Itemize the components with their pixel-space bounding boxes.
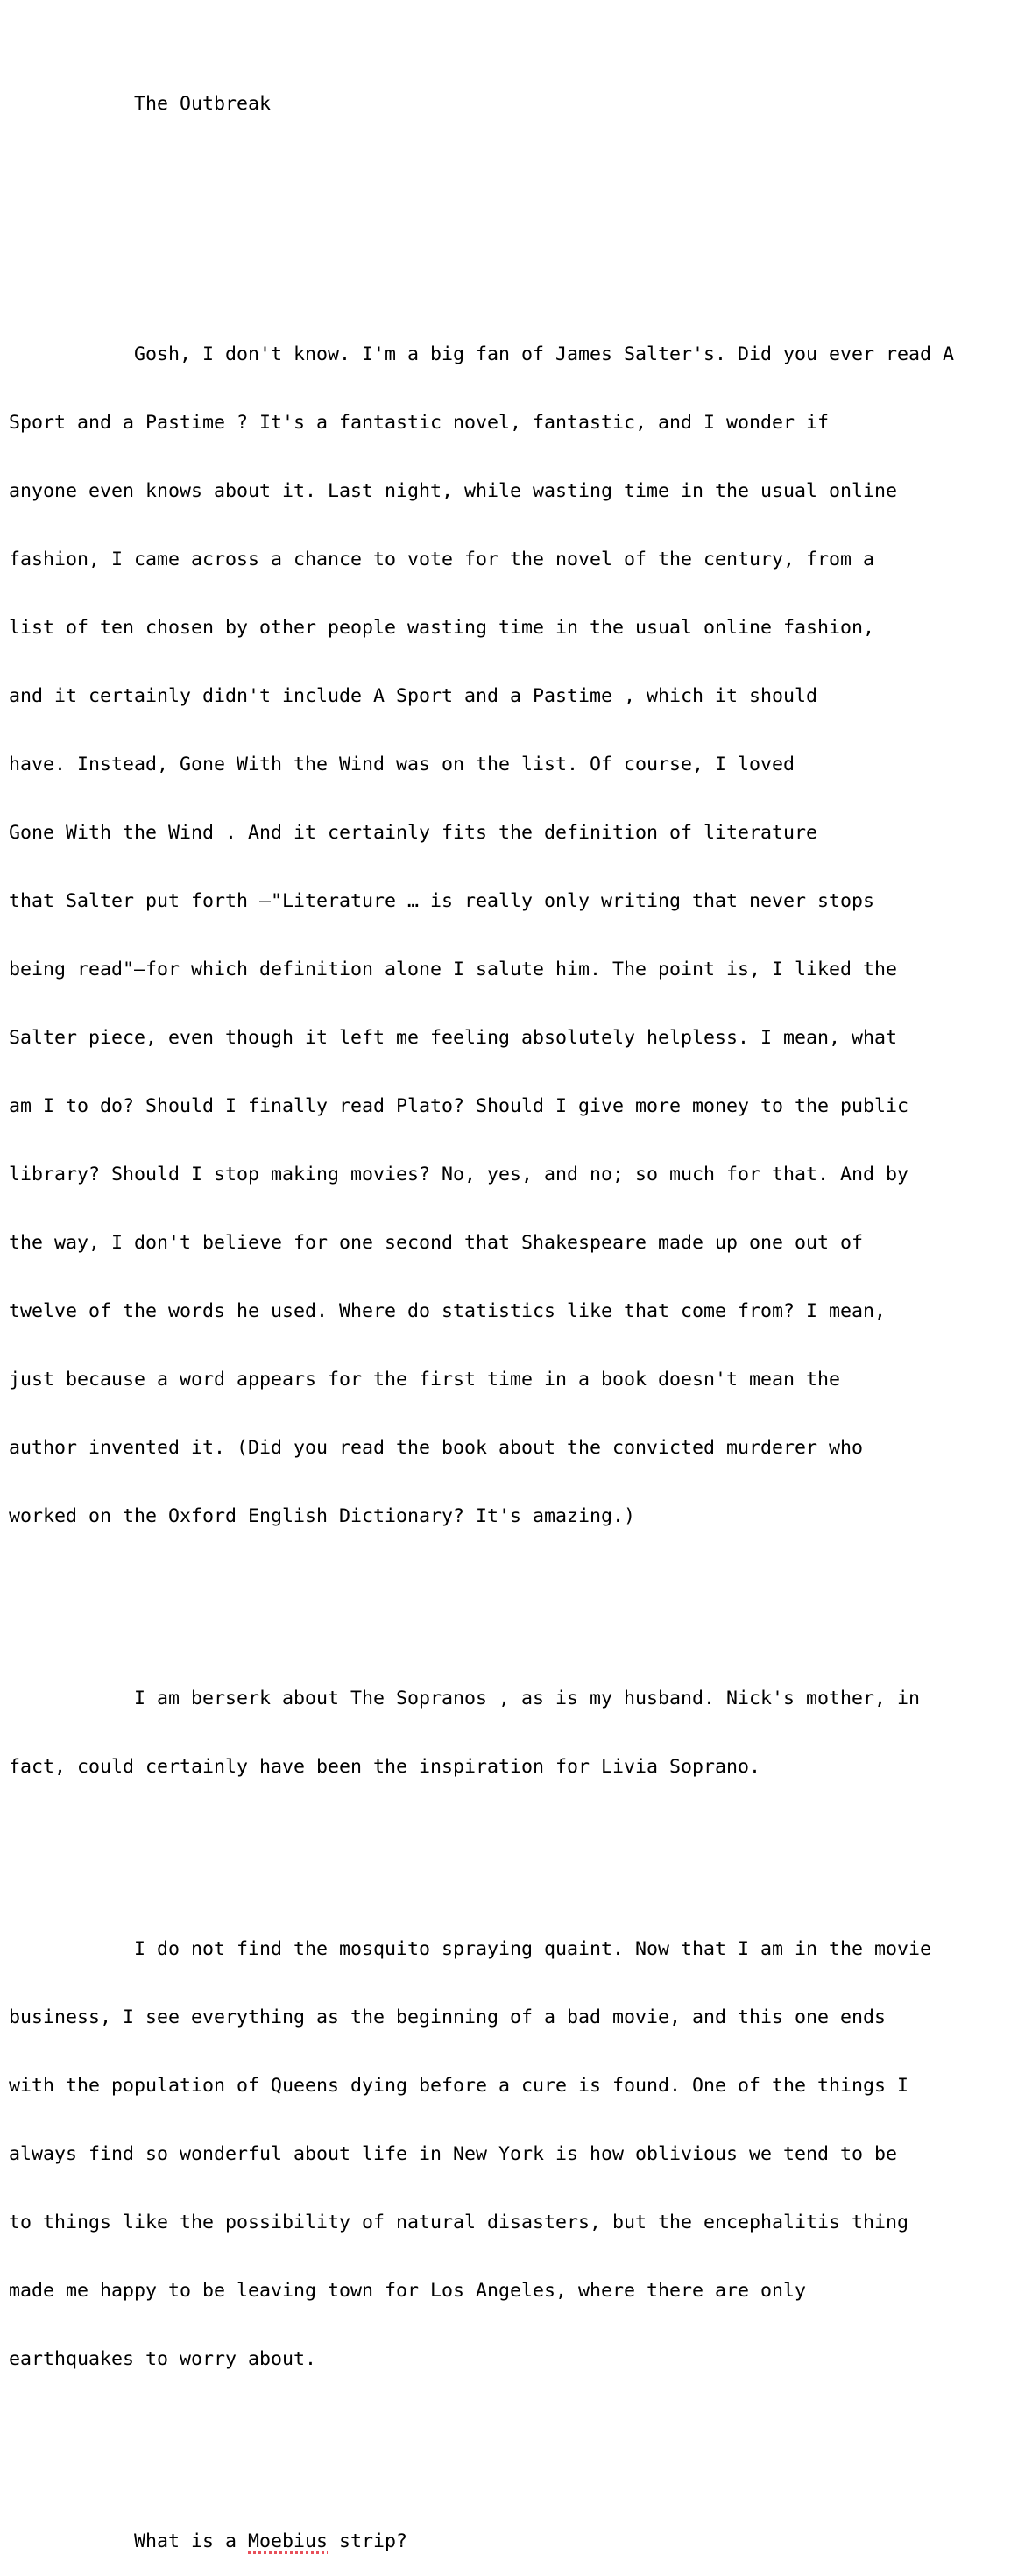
- indent: [9, 1938, 134, 1960]
- text-line: being read"—for which definition alone I salute him. The point is, I liked the: [9, 959, 898, 980]
- text-line: and it certainly didn't include A Sport and a Pastime , which it should: [9, 685, 818, 707]
- indent: [9, 2530, 134, 2552]
- blank-line: [9, 161, 1016, 184]
- text-line: have. Instead, Gone With the Wind was on the list. Of course, I loved: [9, 754, 795, 775]
- indent: [9, 343, 134, 365]
- blank-line: [9, 1824, 1016, 1847]
- blank-line: [9, 230, 1016, 252]
- text-line: business, I see everything as the beginning of a bad movie, and this one ends: [9, 2006, 887, 2028]
- text-line: What is a Moebius strip?: [9, 2530, 1016, 2553]
- blank-line: [9, 1574, 1016, 1596]
- text-line: just because a word appears for the first time in a book doesn't mean the: [9, 1369, 841, 1391]
- misspelled-word[interactable]: Moebius: [248, 2530, 329, 2552]
- text-line: that Salter put forth —"Literature … is really only writing that never stops: [9, 890, 875, 912]
- text-line: fact, could certainly have been the inspiration for Livia Soprano.: [9, 1756, 761, 1778]
- text-editor[interactable]: [9, 47, 1016, 2576]
- indent: [9, 93, 134, 115]
- blank-line: [9, 2417, 1016, 2439]
- text-line: twelve of the words he used. Where do statistics like that come from? I mean,: [9, 1300, 887, 1322]
- indent: [9, 1688, 134, 1709]
- text-line: made me happy to be leaving town for Los Angeles, where there are only: [9, 2280, 807, 2302]
- text-line: worked on the Oxford English Dictionary? It's amazing.): [9, 1505, 636, 1527]
- text-line: list of ten chosen by other people wasting time in the usual online fashion,: [9, 617, 875, 639]
- text-line: Salter piece, even though it left me feeling absolutely helpless. I mean, what: [9, 1027, 898, 1049]
- text-line: Sport and a Pastime ? It's a fantastic novel, fantastic, and I wonder if: [9, 412, 830, 434]
- text-line: the way, I don't believe for one second that Shakespeare made up one out of: [9, 1232, 864, 1254]
- text-line: Gone With the Wind . And it certainly fits the definition of literature: [9, 822, 818, 844]
- text-line: author invented it. (Did you read the book about the convicted murderer who: [9, 1437, 864, 1459]
- text-line: to things like the possibility of natural disasters, but the encephalitis thing: [9, 2212, 909, 2233]
- document-title-line: [9, 93, 1016, 116]
- document-title: The Outbreak: [134, 93, 272, 115]
- text-line: I do not find the mosquito spraying quaint. Now that I am in the movie: [9, 1938, 1016, 1961]
- text-line: am I to do? Should I finally read Plato? Should I give more money to the public: [9, 1095, 909, 1117]
- text-line: with the population of Queens dying before a cure is found. One of the things I: [9, 2075, 909, 2097]
- text-line: library? Should I stop making movies? No, yes, and no; so much for that. And by: [9, 1164, 909, 1185]
- text-line: Gosh, I don't know. I'm a big fan of James Salter's. Did you ever read A: [9, 343, 1016, 366]
- text-line: always find so wonderful about life in New York is how oblivious we tend to be: [9, 2143, 898, 2165]
- text-line: I am berserk about The Sopranos , as is my husband. Nick's mother, in: [9, 1688, 1016, 1710]
- text-line: anyone even knows about it. Last night, while wasting time in the usual online: [9, 480, 898, 502]
- text-line: fashion, I came across a chance to vote for the novel of the century, from a: [9, 548, 875, 570]
- text-line: earthquakes to worry about.: [9, 2348, 317, 2370]
